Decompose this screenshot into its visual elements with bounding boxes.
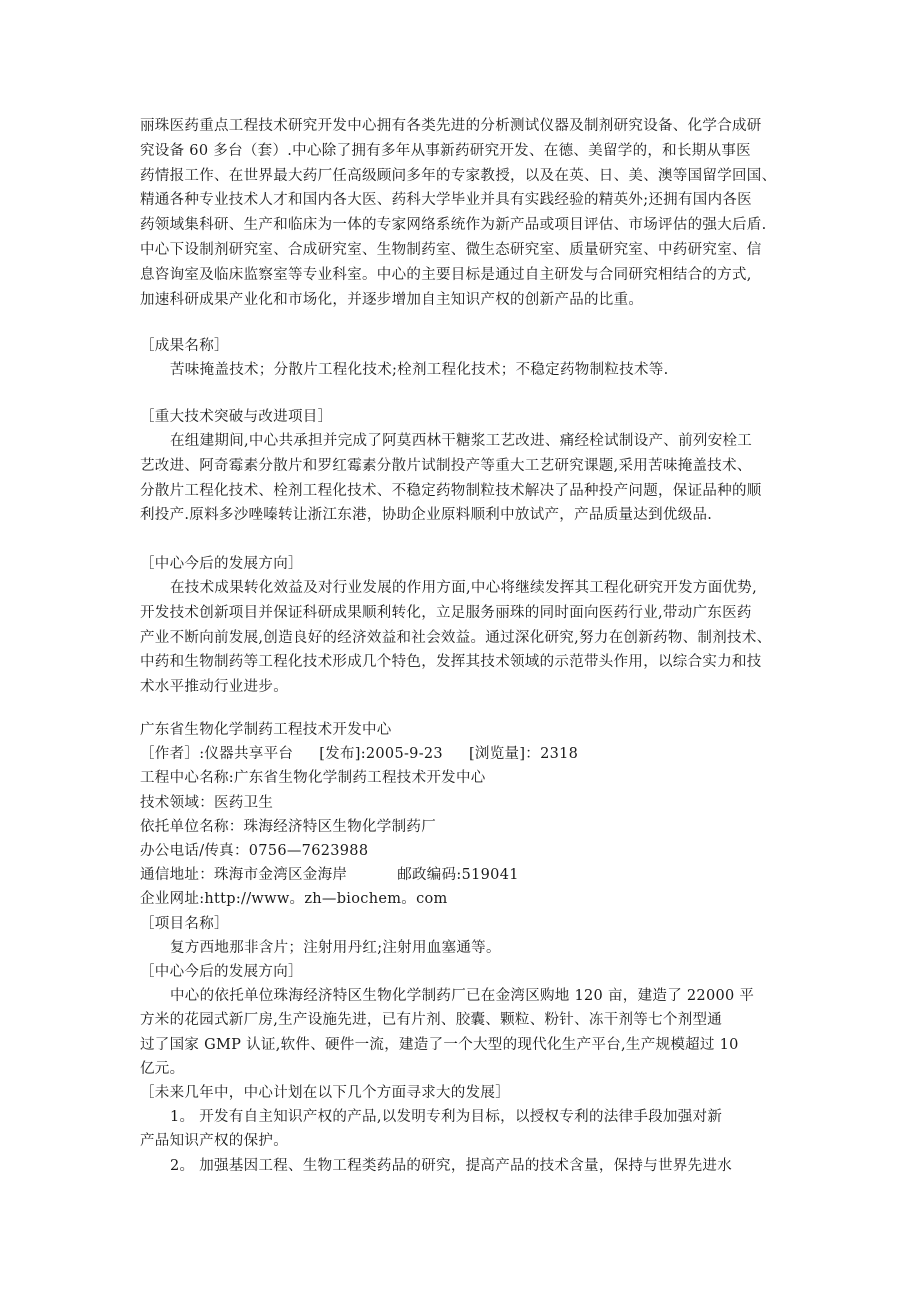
text-line: 究设备 60 多台（套）.中心除了拥有多年从事新药研究开发、在德、美留学的，和长期从事医 [140,142,751,159]
address-line [140,863,800,887]
achievements-body [140,358,792,383]
tech-field: 技术领域：医药卫生 [140,794,274,811]
intro-paragraph [140,114,792,312]
text-line: 苦味掩盖技术；分散片工程化技术;栓剂工程化技术；不稳定药物制粒技术等. [170,362,669,378]
achievements-title: ［成果名称］ [140,338,229,354]
center-direction-title: ［中心今后的发展方向］ [140,964,303,981]
text-line: 丽珠医药重点工程技术研究开发中心拥有各类先进的分析测试仪器及制剂研究设备、化学合成研 [140,118,762,134]
mailing-address: 通信地址：珠海市金湾区金海岸 [140,867,348,884]
host-unit: 依托单位名称：珠海经济特区生物化学制药厂 [140,818,436,835]
future-direction-body [140,576,792,700]
text-line: 在组建期间,中心共承担并完成了阿莫西林干糖浆工艺改进、痛经栓试制设产、前列安栓工 [170,433,753,449]
future-direction-title: ［中心今后的发展方向］ [140,556,303,572]
text-line: 产品知识产权的保护。 [140,1133,288,1150]
text-line: 术水平推动行业进步。 [140,679,288,696]
text-line: 利投产.原料多沙唑嗪转让浙江东港，协助企业原料顺利中放试产，产品质量达到优级品. [140,507,713,524]
text-line: 艺改进、阿奇霉素分散片和罗红霉素分散片试制投产等重大工艺研究课题,采用苦味掩盖技术、 [140,457,752,474]
center-name: 工程中心名称:广东省生物化学制药工程技术开发中心 [140,770,486,787]
breakthroughs-body [140,429,792,528]
text-line: 分散片工程化技术、栓剂工程化技术、不稳定药物制粒技术解决了品种投产问题，保证品种的顺 [140,482,762,499]
text-line: 中心的依托单位珠海经济特区生物化学制药厂已在金湾区购地 120 亩，建造了 22000 平 [170,988,755,1005]
center-heading: 广东省生物化学制药工程技术开发中心 [140,722,392,738]
postal-code: 邮政编码:519041 [397,867,519,884]
text-line: 药情报工作、在世界最大药厂任高级顾问多年的专家教授，以及在英、日、美、澳等国留学回国、 [140,167,777,184]
plan-item-1: 1。 开发有自主知识产权的产品,以发明专利为目标，以授权专利的法律手段加强对新 [170,1109,723,1126]
plan-title: ［未来几年中，中心计划在以下几个方面寻求大的发展］ [140,1085,510,1102]
text-line: 精通各种专业技术人才和国内各大医、药科大学毕业并具有实践经验的精英外;还拥有国内各医 [140,192,752,209]
company-website: 企业网址:http://www。zh—biochem。com [140,891,448,908]
text-line: 产业不断向前发展,创造良好的经济效益和社会效益。通过深化研究,努力在创新药物、制剂技术、 [140,629,772,646]
text-line: 息咨询室及临床监察室等专业科室。中心的主要目标是通过自主研发与合同研究相结合的方式, [140,266,752,283]
breakthroughs-title: ［重大技术突破与改进项目］ [140,409,333,425]
plan-item-2: 2。 加强基因工程、生物工程类药品的研究，提高产品的技术含量，保持与世界先进水 [170,1157,733,1174]
article-meta [140,742,800,766]
view-count: [浏览量]：2318 [468,746,579,763]
projects-title: ［项目名称］ [140,915,229,932]
text-line: 中药和生物制药等工程化技术形成几个特色，发挥其技术领域的示范带头作用，以综合实力和技 [140,654,762,671]
text-line: 加速科研成果产业化和市场化，并逐步增加自主知识产权的创新产品的比重。 [140,291,644,308]
phone-fax: 办公电话/传真：0756—7623988 [140,843,369,860]
text-line: 方米的花园式新厂房,生产设施先进，已有片剂、胶囊、颗粒、粉针、冻干剂等七个剂型通 [140,1012,723,1029]
text-line: 开发技术创新项目并保证科研成果顺利转化，立足服务丽珠的同时面向医药行业,带动广东医药 [140,604,752,621]
projects-body: 复方西地那非含片；注射用丹红;注射用血塞通等。 [170,939,501,956]
text-line: 亿元。 [140,1060,185,1077]
center-profile [140,718,800,1178]
text-line: 药领域集科研、生产和临床为一体的专家网络系统作为新产品或项目评估、市场评估的强大后盾. [140,217,767,234]
publish-date: [发布]:2005-9-23 [319,746,443,763]
text-line: 过了国家 GMP 认证,软件、硬件一流，建造了一个大型的现代化生产平台,生产规模超过 10 [140,1036,739,1053]
author-label: ［作者］:仪器共享平台 [140,746,294,763]
text-line: 在技术成果转化效益及对行业发展的作用方面,中心将继续发挥其工程化研究开发方面优势, [170,580,758,596]
text-line: 中心下设制剂研究室、合成研究室、生物制药室、微生态研究室、质量研究室、中药研究室、信 [140,241,762,258]
